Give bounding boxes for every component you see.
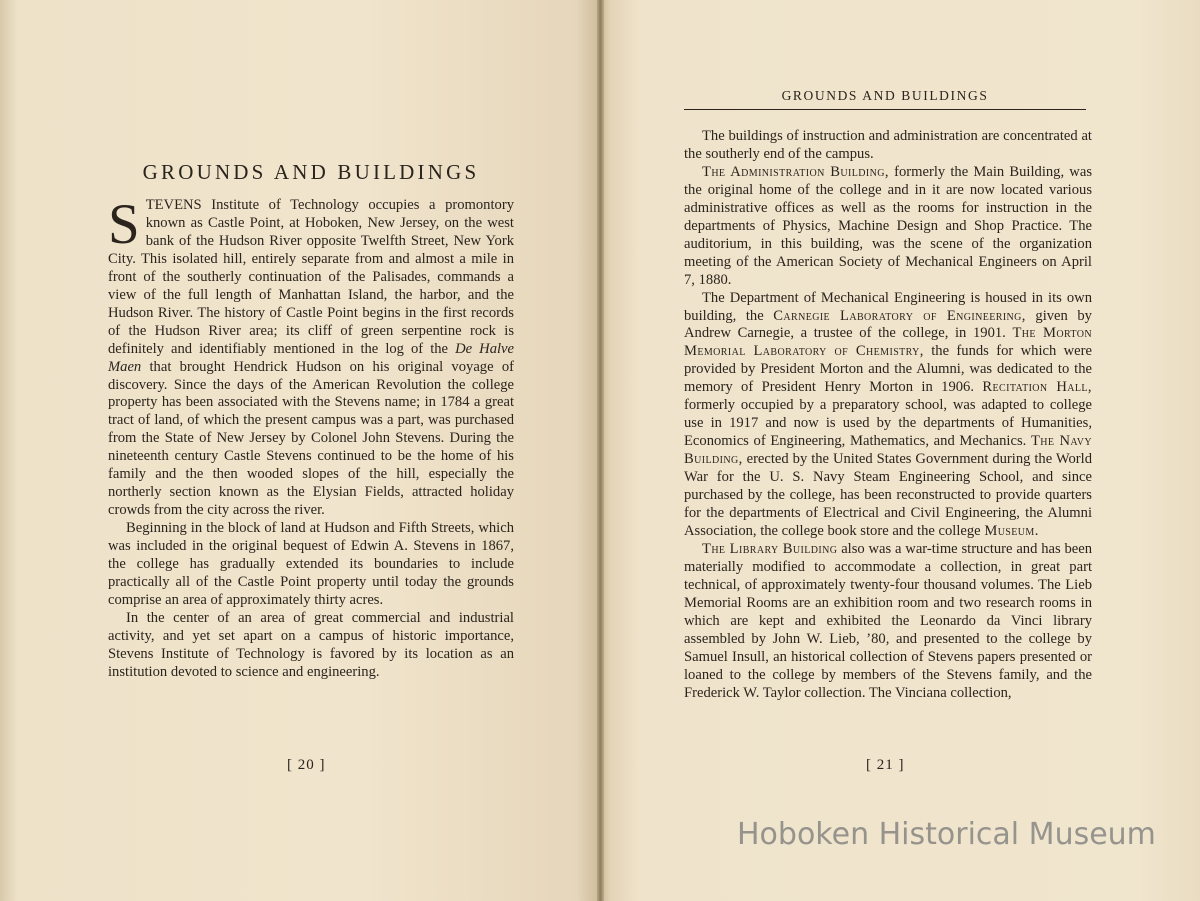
paragraph-text: given by Andrew Carnegie, a trustee of the college, in 1901. bbox=[684, 307, 1092, 342]
page-title: GROUNDS AND BUILDINGS bbox=[142, 160, 480, 184]
paragraph-1-lead: TEVENS bbox=[145, 197, 202, 213]
left-page-body bbox=[108, 193, 514, 682]
building-name: The Morton Memorial Laboratory of Chemistry, bbox=[684, 325, 1092, 360]
paragraph-text: the funds for which were provided by President Morton and the Alumni, was dedicated to the memory of President Henry Morton in 1906. bbox=[684, 343, 1092, 396]
paragraph-3: In the center of an area of great commercial and industrial activity, and yet set apart on a campus of historic importance, Stevens Institute of Technology is favored by its location as an institution devoted to science and engineering. bbox=[108, 609, 514, 680]
paragraph-text: The Department of Mechanical Engineering is housed in its own building, the bbox=[684, 289, 1092, 324]
paragraph-text: erected by the United States Government during the World War for the U. S. Navy Steam Engineering School, and since purchased by the college, has been reconstructed to provide quarters for the departments of Electrical and Civil Engineering, the Alumni Association, the college book store and the college bbox=[684, 451, 1092, 539]
paragraph-intro: The buildings of instruction and administration are concentrated at the southerly end of the campus. bbox=[684, 128, 1092, 162]
page-number-left: [ 20 ] bbox=[287, 757, 326, 773]
paragraph-2: Beginning in the block of land at Hudson and Fifth Streets, which was included in the original bequest of Edwin A. Stevens in 1867, the college has gradually extended its boundaries to include practically all of the Castle Point property until today the grounds comprise an area of approximately thirty acres. bbox=[108, 520, 514, 608]
book-gutter bbox=[597, 0, 604, 901]
watermark: Hoboken Historical Museum bbox=[737, 817, 1156, 852]
paragraph-1-text: Institute of Technology occupies a promontory known as Castle Point, at Hoboken, New Jersey, on the west bank of the Hudson River opposite Twelfth Street, New York City. This isolated hill, entirely separate from and almost a mile in front of the southerly continuation of the Palisades, commands a view of the full length of Manhattan Island, the harbor, and the Hudson River. The history of Castle Point begins in the first records of the Hudson River area; its cliff of green serpentine rock is definitely and identifiably mentioned in the log of the bbox=[108, 197, 514, 357]
paragraph-administration bbox=[684, 164, 1092, 290]
paragraph-text: formerly occupied by a preparatory school, was adapted to college use in 1917 and now is used by the departments of Humanities, Economics of Engineering, Mathematics, and Mechanics. bbox=[684, 397, 1092, 450]
building-name: Recitation Hall, bbox=[982, 379, 1092, 396]
building-name: The Navy Building, bbox=[684, 433, 1092, 468]
paragraph-mechanical bbox=[684, 290, 1092, 541]
building-name: The Administration Building, bbox=[702, 163, 889, 180]
paragraph-1 bbox=[108, 193, 514, 520]
ship-name: De Halve Maen bbox=[108, 340, 514, 375]
paragraph-text: formerly the Main Building, was the original home of the college and in it are now located various administrative offices as well as the rooms for instruction in the departments of Physics, Machine Design and Shop Practice. The auditorium, in this building, was the scene of the organization meeting of the American Society of Mechanical Engineers on April 7, 1880. bbox=[684, 163, 1093, 288]
drop-cap: S bbox=[108, 193, 140, 256]
paragraph-library bbox=[684, 541, 1092, 703]
running-head: GROUNDS AND BUILDINGS bbox=[684, 88, 1086, 110]
paragraph-1-end: that brought Hendrick Hudson on his original voyage of discovery. Since the days of the American Revolution the college property has been associated with the Stevens name; in 1784 a great tract of land, of which the present campus was a part, was purchased from the State of New Jersey by Colonel John Stevens. During the nineteenth century Castle Stevens continued to be the home of his family and the then wooded slopes of the hill, especially the northerly section known as the Elysian Fields, attracted holiday crowds from the city across the river. bbox=[108, 358, 514, 519]
building-name: The Library Building bbox=[702, 540, 838, 557]
paragraph-text: . bbox=[1034, 522, 1039, 539]
building-name: Carnegie Laboratory of Engineering, bbox=[773, 307, 1026, 324]
page-number-right: [ 21 ] bbox=[866, 757, 905, 773]
paragraph-text: also was a war-time structure and has been materially modified to accommodate a collection, in great part technical, of approximately twenty-four thousand volumes. The Lieb Memorial Rooms are an exhibition room and two research rooms in which are kept and exhibited the Leonardo da Vinci library assembled by John W. Lieb, ’80, and presented to the college by Samuel Insull, an historical collection of Stevens papers presented or loaned to the college by members of the Stevens family, and the Frederick W. Taylor collection. The Vinciana collection, bbox=[684, 540, 1092, 701]
building-name: Museum bbox=[984, 522, 1035, 539]
right-page-body bbox=[684, 128, 1092, 703]
